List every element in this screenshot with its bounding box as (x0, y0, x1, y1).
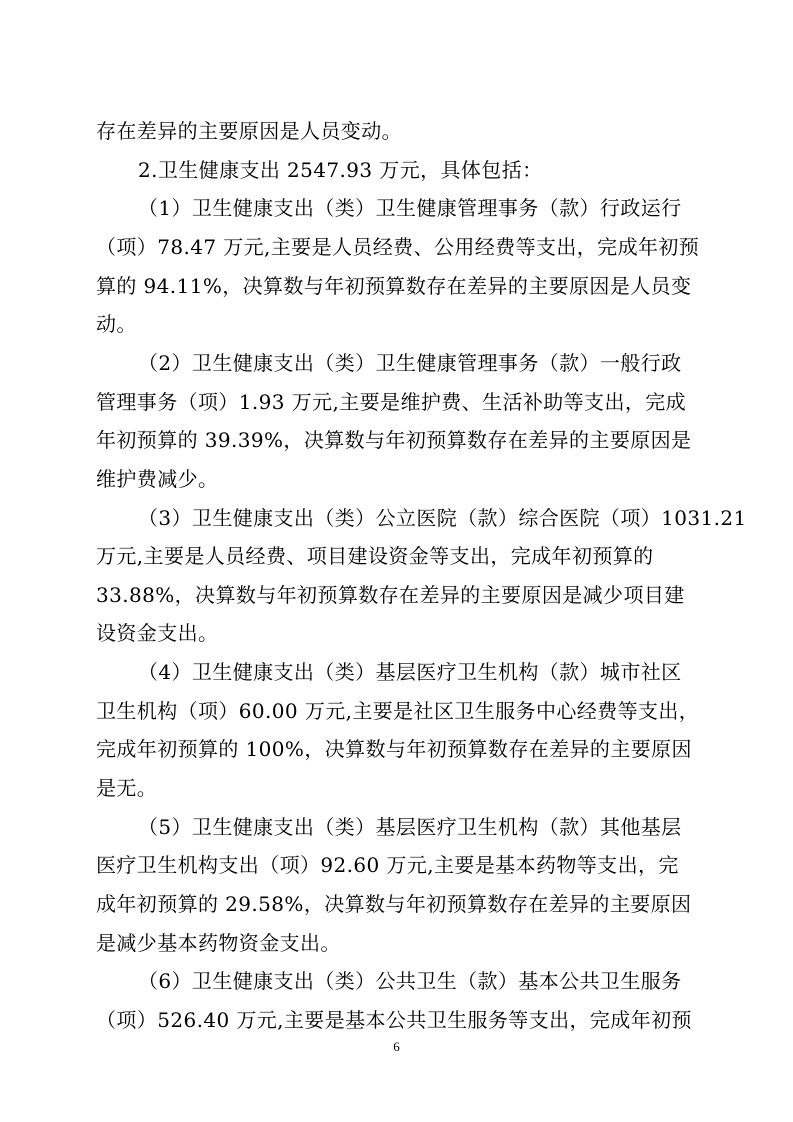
paragraph-4-line: 卫生机构（项）60.00 万元,主要是社区卫生服务中心经费等支出， (96, 699, 700, 723)
page-number: 6 (393, 1039, 400, 1054)
paragraph-2-line: （2）卫生健康支出（类）卫生健康管理事务（款）一般行政 (138, 351, 682, 375)
paragraph-1-line: 算的 94.11%，决算数与年初预算数存在差异的主要原因是人员变 (96, 274, 692, 298)
paragraph-5-line: （5）卫生健康支出（类）基层医疗卫生机构（款）其他基层 (138, 815, 682, 839)
paragraph-3-line: 设资金支出。 (96, 621, 219, 645)
paragraph-4-line: （4）卫生健康支出（类）基层医疗卫生机构（款）城市社区 (138, 660, 682, 684)
paragraph-5-line: 成年初预算的 29.58%，决算数与年初预算数存在差异的主要原因 (96, 892, 692, 916)
paragraph-1-line: （1）卫生健康支出（类）卫生健康管理事务（款）行政运行 (138, 196, 682, 220)
paragraph-1-line: （项）78.47 万元,主要是人员经费、公用经费等支出，完成年初预 (96, 235, 700, 259)
text-line: 存在差异的主要原因是人员变动。 (96, 119, 402, 143)
paragraph-4-line: 是无。 (96, 776, 158, 800)
paragraph-1-line: 动。 (96, 312, 137, 336)
paragraph-5-line: 医疗卫生机构支出（项）92.60 万元,主要是基本药物等支出，完 (96, 853, 679, 877)
paragraph-6-line: （项）526.40 万元,主要是基本公共卫生服务等支出，完成年初预 (96, 1008, 692, 1032)
paragraph-6-line: （6）卫生健康支出（类）公共卫生（款）基本公共卫生服务 (138, 969, 682, 993)
paragraph-4-line: 完成年初预算的 100%，决算数与年初预算数存在差异的主要原因 (96, 737, 692, 761)
paragraph-2-line: 年初预算的 39.39%，决算数与年初预算数存在差异的主要原因是 (96, 428, 692, 452)
paragraph-2-line: 管理事务（项）1.93 万元,主要是维护费、生活补助等支出，完成 (96, 390, 687, 414)
paragraph-5-line: 是减少基本药物资金支出。 (96, 931, 341, 955)
paragraph-2-line: 维护费减少。 (96, 467, 219, 491)
section-heading: 2.卫生健康支出 2547.93 万元，具体包括： (138, 158, 543, 182)
paragraph-3-line: 33.88%，决算数与年初预算数存在差异的主要原因是减少项目建 (96, 583, 685, 607)
paragraph-3-line: （3）卫生健康支出（类）公立医院（款）综合医院（项）1031.21 (138, 506, 747, 530)
paragraph-3-line: 万元,主要是人员经费、项目建设资金等支出，完成年初预算的 (96, 544, 654, 568)
